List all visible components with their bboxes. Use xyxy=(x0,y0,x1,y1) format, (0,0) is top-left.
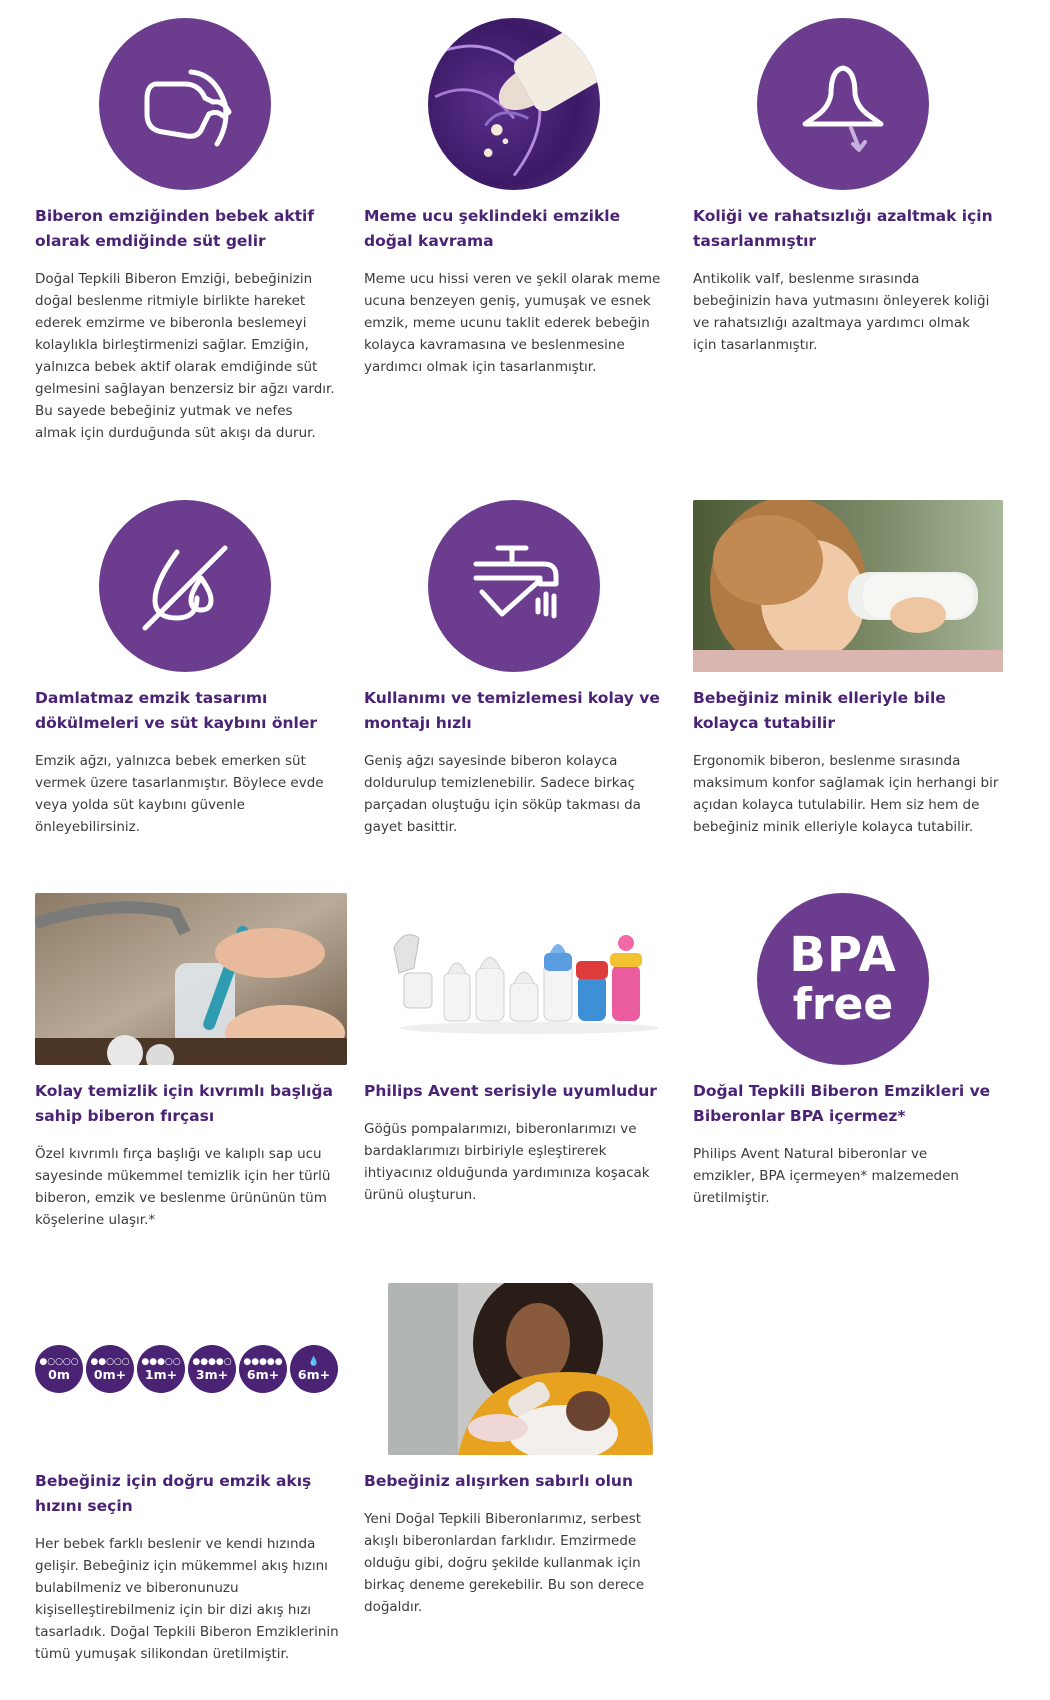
feature-title: Doğal Tepkili Biberon Emzikleri ve Biberonlar BPA içermez* xyxy=(693,1082,991,1125)
feature-media xyxy=(693,500,1003,672)
feature-media xyxy=(364,893,664,1065)
flow-label: 1m+ xyxy=(144,1366,178,1382)
feature-media xyxy=(364,18,664,190)
feature-description: Doğal Tepkili Biberon Emziği, bebeğinizin doğal beslenme ritmiyle birlikte hareket ederek emzirme ve biberonla beslemeyi kolaylıkla birleştirmenizi sağlar. Emziğin, yalnızca bebek aktif olarak emdiğinde süt gelmesini sağlayan benzersiz bir ağzı vardır. Bu sayede bebeğiniz yutmak ve nefes almak için durduğunda süt akışı da durur. xyxy=(35,271,335,441)
feature-media xyxy=(693,18,993,190)
feature-card-no-drip xyxy=(35,500,335,838)
flow-dots: ●●●○○ xyxy=(141,1356,181,1367)
feature-description: Meme ucu hissi veren ve şekil olarak meme ucuna benzeyen geniş, yumuşak ve esnek emzik, meme ucunu taklit ederek bebeğin kolayca kavramasına ve beslenmesine yardımcı olmak için tasarlanmıştır. xyxy=(364,271,661,375)
bpa-free-badge xyxy=(757,893,929,1065)
feature-title: Bebeğiniz minik elleriyle bile kolayca tutabilir xyxy=(693,689,946,732)
toddler-drinking-photo xyxy=(693,500,1003,672)
feature-title: Bebeğiniz alışırken sabırlı olun xyxy=(364,1472,634,1490)
feature-title: Bebeğiniz için doğru emzik akış hızını seçin xyxy=(35,1472,312,1515)
feature-card-natural-latch xyxy=(364,18,664,378)
feature-description: Philips Avent Natural biberonlar ve emzikler, BPA içermeyen* malzemeden üretilmiştir. xyxy=(693,1146,959,1206)
bpa-line-1: BPA xyxy=(789,927,897,983)
feature-description: Geniş ağzı sayesinde biberon kolayca doldurulup temizlenebilir. Sadece birkaç parçadan oluştuğu için söküp takması da gayet basittir. xyxy=(364,753,641,835)
feature-card-compatible xyxy=(364,893,664,1206)
feature-title: Kullanımı ve temizlemesi kolay ve montajı hızlı xyxy=(364,689,660,732)
feature-card-bpa-free xyxy=(693,893,993,1209)
flow-rate-badges xyxy=(35,1345,338,1393)
flow-badge xyxy=(239,1345,287,1393)
flow-label: 0m+ xyxy=(93,1366,127,1382)
feature-description: Antikolik valf, beslenme sırasında bebeğinizin hava yutmasını önleyerek koliği ve rahatsızlığı azaltmaya yardımcı olmak için tasarlanmıştır. xyxy=(693,271,990,353)
flow-label: 6m+ xyxy=(297,1366,331,1382)
feature-title: Philips Avent serisiyle uyumludur xyxy=(364,1082,657,1100)
flow-label: 6m+ xyxy=(246,1366,280,1382)
feature-media xyxy=(35,1283,345,1455)
flow-dots: ●●●●○ xyxy=(192,1356,232,1367)
feature-title: Kolay temizlik için kıvrımlı başlığa sahip biberon fırçası xyxy=(35,1082,333,1125)
feature-media xyxy=(35,893,347,1065)
drop-icon: 💧 xyxy=(308,1356,320,1367)
bpa-line-2: free xyxy=(792,979,894,1030)
flow-label: 0m xyxy=(48,1366,70,1382)
product-range-photo xyxy=(364,893,664,1065)
bpa-free-text xyxy=(789,927,897,1030)
feature-media xyxy=(693,893,993,1065)
feature-card-easy-clean xyxy=(364,500,664,838)
feature-description: Özel kıvrımlı fırça başlığı ve kalıplı sap ucu sayesinde mükemmel temizlik için her türlü biberon, emzik ve beslenme ürününün tüm köşelerine ulaşır.* xyxy=(35,1146,331,1228)
flow-dots: ●○○○○ xyxy=(39,1356,79,1367)
feature-description: Ergonomik biberon, beslenme sırasında maksimum konfor sağlamak için herhangi bir açıdan kolayca tutulabilir. Hem siz hem de bebeğiniz minik elleriyle kolayca tutabilir. xyxy=(693,753,999,835)
feature-card-brush xyxy=(35,893,347,1231)
bottle-nipple-icon xyxy=(99,18,271,190)
anti-colic-valve-icon xyxy=(757,18,929,190)
flow-badge xyxy=(35,1345,83,1393)
feature-description: Her bebek farklı beslenir ve kendi hızında gelişir. Bebeğiniz için mükemmel akış hızını bulabilmeniz ve biberonunuzu kişiselleştirebilmeniz için bir dizi akış hızı tasarladık. Doğal Tepkili Biberon Emziklerinin tümü yumuşak silikondan üretilmiştir. xyxy=(35,1536,339,1662)
feature-title: Koliği ve rahatsızlığı azaltmak için tasarlanmıştır xyxy=(693,207,993,250)
tap-check-icon xyxy=(428,500,600,672)
flow-dots: ●●○○○ xyxy=(90,1356,130,1367)
flow-badge xyxy=(137,1345,185,1393)
feature-description: Yeni Doğal Tepkili Biberonlarımız, serbest akışlı biberonlardan farklıdır. Emzirmede olduğu gibi, doğru şekilde kullanmak için birkaç deneme gerekebilir. Bu son derece doğaldır. xyxy=(364,1511,645,1615)
feature-card-flow-rate xyxy=(35,1283,345,1665)
feature-card-anti-colic xyxy=(693,18,993,356)
natural-latch-icon xyxy=(428,18,600,190)
feature-title: Biberon emziğinden bebek aktif olarak emdiğinde süt gelir xyxy=(35,207,315,250)
flow-badge xyxy=(290,1345,338,1393)
feature-card-active-suck xyxy=(35,18,335,444)
feature-media xyxy=(364,500,664,672)
feature-media xyxy=(35,500,335,672)
no-drip-icon xyxy=(99,500,271,672)
flow-badge xyxy=(86,1345,134,1393)
feature-card-easy-hold xyxy=(693,500,1003,838)
flow-dots: ●●●●● xyxy=(243,1356,283,1367)
flow-label: 3m+ xyxy=(195,1366,229,1382)
feature-title: Damlatmaz emzik tasarımı dökülmeleri ve süt kaybını önler xyxy=(35,689,318,732)
feature-title: Meme ucu şeklindeki emzikle doğal kavrama xyxy=(364,207,621,250)
feature-media xyxy=(35,18,335,190)
mother-feeding-photo xyxy=(388,1283,653,1455)
feature-description: Emzik ağzı, yalnızca bebek emerken süt vermek üzere tasarlanmıştır. Böylece evde veya yolda süt kaybını güvenle önleyebilirsiniz. xyxy=(35,753,324,835)
feature-media xyxy=(364,1283,664,1455)
flow-badge xyxy=(188,1345,236,1393)
bottle-brush-photo xyxy=(35,893,347,1065)
feature-description: Göğüs pompalarımızı, biberonlarımızı ve bardaklarımızı birbiriyle eşleştirerek ihtiyacınız olduğunda yardımınıza koşacak ürünü oluşturun. xyxy=(364,1121,650,1203)
feature-card-patience xyxy=(364,1283,664,1618)
